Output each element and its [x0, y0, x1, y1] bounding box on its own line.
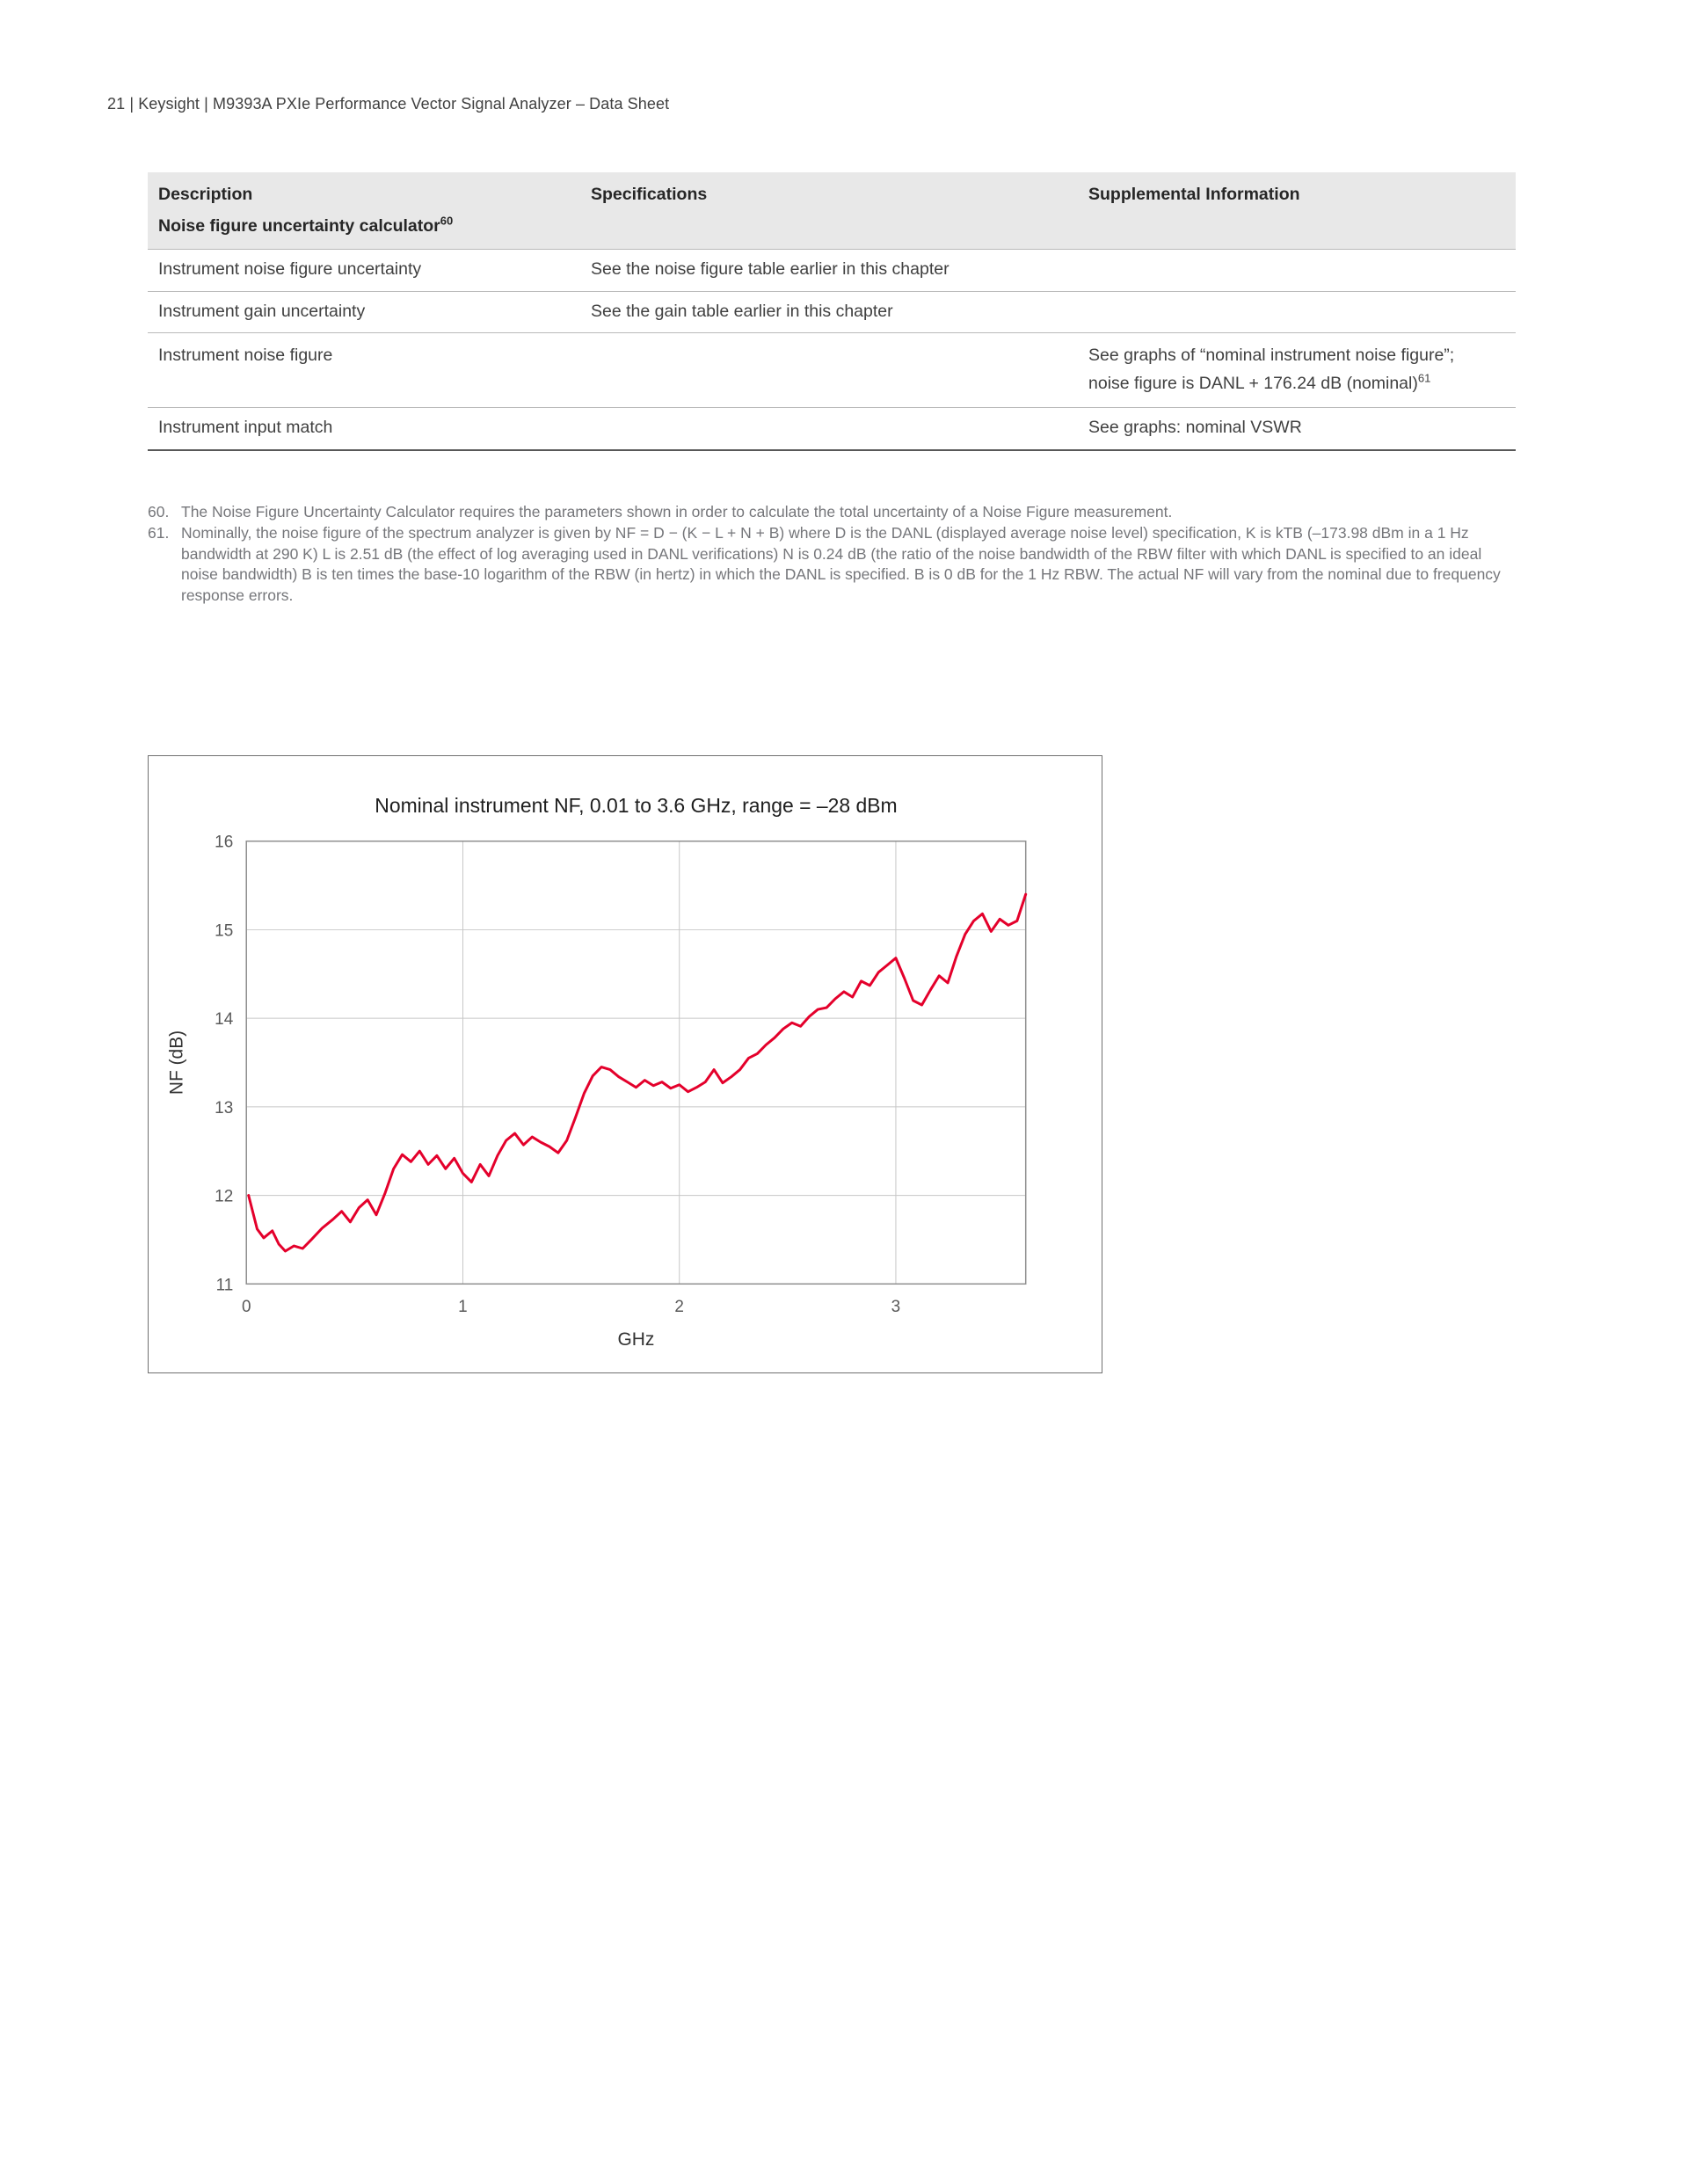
cell-supplemental [1078, 301, 1516, 324]
cell-description: Instrument noise figure uncertainty [158, 259, 422, 279]
table-section-title [148, 205, 1516, 237]
page-header: 21 | Keysight | M9393A PXIe Performance Vector Signal Analyzer – Data Sheet [107, 95, 670, 113]
y-tick-label: 14 [215, 1010, 234, 1030]
footnotes [148, 502, 1521, 607]
table-row [148, 332, 1516, 406]
cell-specifications: See the gain table earlier in this chapter [591, 301, 893, 321]
y-axis-label: NF (dB) [166, 1030, 187, 1096]
x-axis-label: GHz [617, 1329, 655, 1350]
nf-line-series [249, 894, 1026, 1251]
table-row [148, 249, 1516, 291]
cell-supplemental [1078, 342, 1516, 397]
column-header-supplemental: Supplemental Information [1088, 185, 1300, 204]
table-row [148, 407, 1516, 449]
cell-supplemental [1078, 258, 1516, 281]
x-tick-label: 2 [674, 1298, 684, 1317]
footnote-number: 61. [148, 523, 170, 542]
column-header-specifications: Specifications [591, 185, 708, 204]
cell-description: Instrument noise figure [158, 346, 333, 366]
y-tick-label: 11 [215, 1276, 234, 1295]
cell-specifications [580, 417, 1078, 440]
section-title-footnote-ref: 60 [440, 214, 454, 228]
x-tick-label: 1 [458, 1298, 468, 1317]
supplemental-text: See graphs of “nominal instrument noise figure”; noise figure is DANL + 176.24 dB (nominal) [1088, 346, 1455, 393]
cell-description: Instrument input match [158, 417, 333, 437]
plot-border [246, 841, 1025, 1285]
cell-supplemental: See graphs: nominal VSWR [1088, 417, 1302, 437]
spec-table [148, 172, 1516, 451]
y-tick-label: 16 [215, 833, 234, 852]
section-title-text: Noise figure uncertainty calculator [158, 216, 440, 236]
cell-specifications [580, 342, 1078, 397]
footnote-61 [148, 523, 1521, 607]
y-tick-label: 13 [215, 1098, 234, 1117]
column-header-description: Description [158, 185, 253, 204]
chart-title: Nominal instrument NF, 0.01 to 3.6 GHz, range = –28 dBm [375, 793, 898, 817]
footnote-text: The Noise Figure Uncertainty Calculator requires the parameters shown in order to calculate the total uncertainty of a Noise Figure measurement. [181, 503, 1173, 521]
cell-description: Instrument gain uncertainty [158, 301, 366, 321]
nf-chart-figure [148, 755, 1102, 1373]
y-tick-label: 15 [215, 921, 234, 941]
footnote-text: Nominally, the noise figure of the spectrum analyzer is given by NF = D − (K − L + N + B) where D is the DANL (displayed average noise level) specification, K is kTB (–173.98 dBm in a 1 Hz bandwidth at 290 K) L is 2.51 dB (the effect of log averaging used in DANL verifications) N is 0.24 dB (the ratio of the noise bandwidth of the RBW filter with which DANL is specified to an ideal noise bandwidth) B is ten times the base-10 logarithm of the RBW (in hertz) in which the DANL is specified. B is 0 dB for the 1 Hz RBW. The actual NF will vary from the nominal due to frequency response errors. [181, 523, 1501, 605]
cell-specifications: See the noise figure table earlier in this chapter [591, 259, 950, 279]
footnote-number: 60. [148, 503, 170, 521]
x-tick-label: 3 [891, 1298, 901, 1317]
y-tick-label: 12 [215, 1187, 234, 1206]
footnote-60 [148, 502, 1521, 523]
supplemental-footnote-ref: 61 [1417, 371, 1431, 385]
table-header-band [148, 172, 1516, 249]
table-row [148, 291, 1516, 333]
nf-chart-svg [149, 756, 1102, 1372]
x-tick-label: 0 [241, 1298, 251, 1317]
table-column-headers [148, 185, 1516, 205]
